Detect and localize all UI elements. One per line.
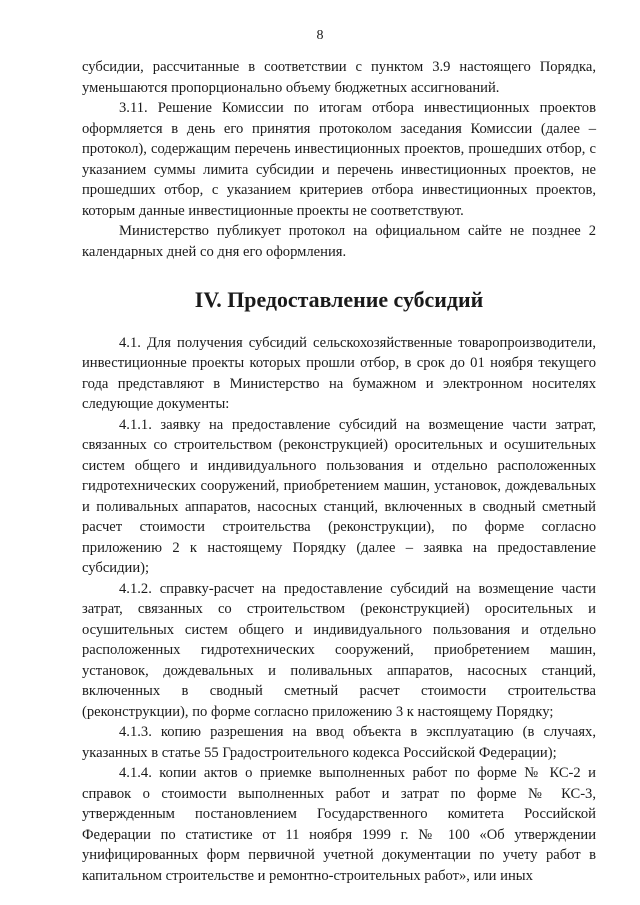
paragraph-continuation: субсидии, рассчитанные в соответствии с пунктом 3.9 настоящего Порядка, уменьшаются пропорционально объему бюджетных ассигнований. — [82, 59, 596, 96]
document-body — [82, 57, 596, 886]
page-number: 8 — [316, 28, 324, 43]
paragraph-4-1-1: 4.1.1. заявку на предоставление субсидий на возмещение части затрат, связанных со строительством (реконструкцией) оросительных и осушительных систем общего и индивидуального пользования и отдельно расположенных гидротехнических сооружений, приобретением машин, установок, дождевальных и поливальных аппаратов, насосных станций, включенных в сводный сметный расчет стоимости строительства (реконструкции), по форме согласно приложению 2 к настоящему Порядку (далее – заявка на предоставление субсидии); — [82, 416, 596, 576]
paragraph-3-11: 3.11. Решение Комиссии по итогам отбора инвестиционных проектов оформляется в день его принятия протоколом заседания Комиссии (далее – протокол), содержащим перечень инвестиционных проектов, прошедших отбор, с указанием суммы лимита субсидии и перечень инвестиционных проектов, не прошедших отбор, с указанием критериев отбора инвестиционных проектов, которым данные инвестиционные проекты не соответствуют. — [82, 100, 596, 219]
paragraph-4-1-4: 4.1.4. копии актов о приемке выполненных работ по форме № КС-2 и справок о стоимости выполненных работ и затрат по форме № КС-3, утвержденным постановлением Государственного комитета Российской Федерации по статистике от 11 ноября 1999 г. № 100 «Об утверждении унифицированных форм первичной учетной документации по учету работ в капитальном строительстве и ремонтно-строительных работ», или иных — [82, 765, 596, 884]
section-heading: IV. Предоставление субсидий — [194, 287, 484, 312]
paragraph-4-1-3: 4.1.3. копию разрешения на ввод объекта в эксплуатацию (в случаях, указанных в статье 55 Градостроительного кодекса Российской Федерации); — [82, 724, 596, 761]
paragraph-4-1-2: 4.1.2. справку-расчет на предоставление субсидий на возмещение части затрат, связанных со строительством (реконструкцией) оросительных и осушительных систем общего и индивидуального пользования и отдельно расположенных гидротехнических сооружений, приобретением машин, установок, дождевальных и поливальных аппаратов, насосных станций, включенных в сводный сметный расчет стоимости строительства (реконструкции), по форме согласно приложению 3 к настоящему Порядку; — [82, 580, 596, 720]
paragraph-protocol-publication: Министерство публикует протокол на официальном сайте не позднее 2 календарных дней со дня его оформления. — [82, 223, 596, 260]
paragraph-4-1: 4.1. Для получения субсидий сельскохозяйственные товаропроизводители, инвестиционные проекты которых прошли отбор, в срок до 01 ноября текущего года представляют в Министерство на бумажном и электронном носителях следующие документы: — [82, 334, 596, 412]
